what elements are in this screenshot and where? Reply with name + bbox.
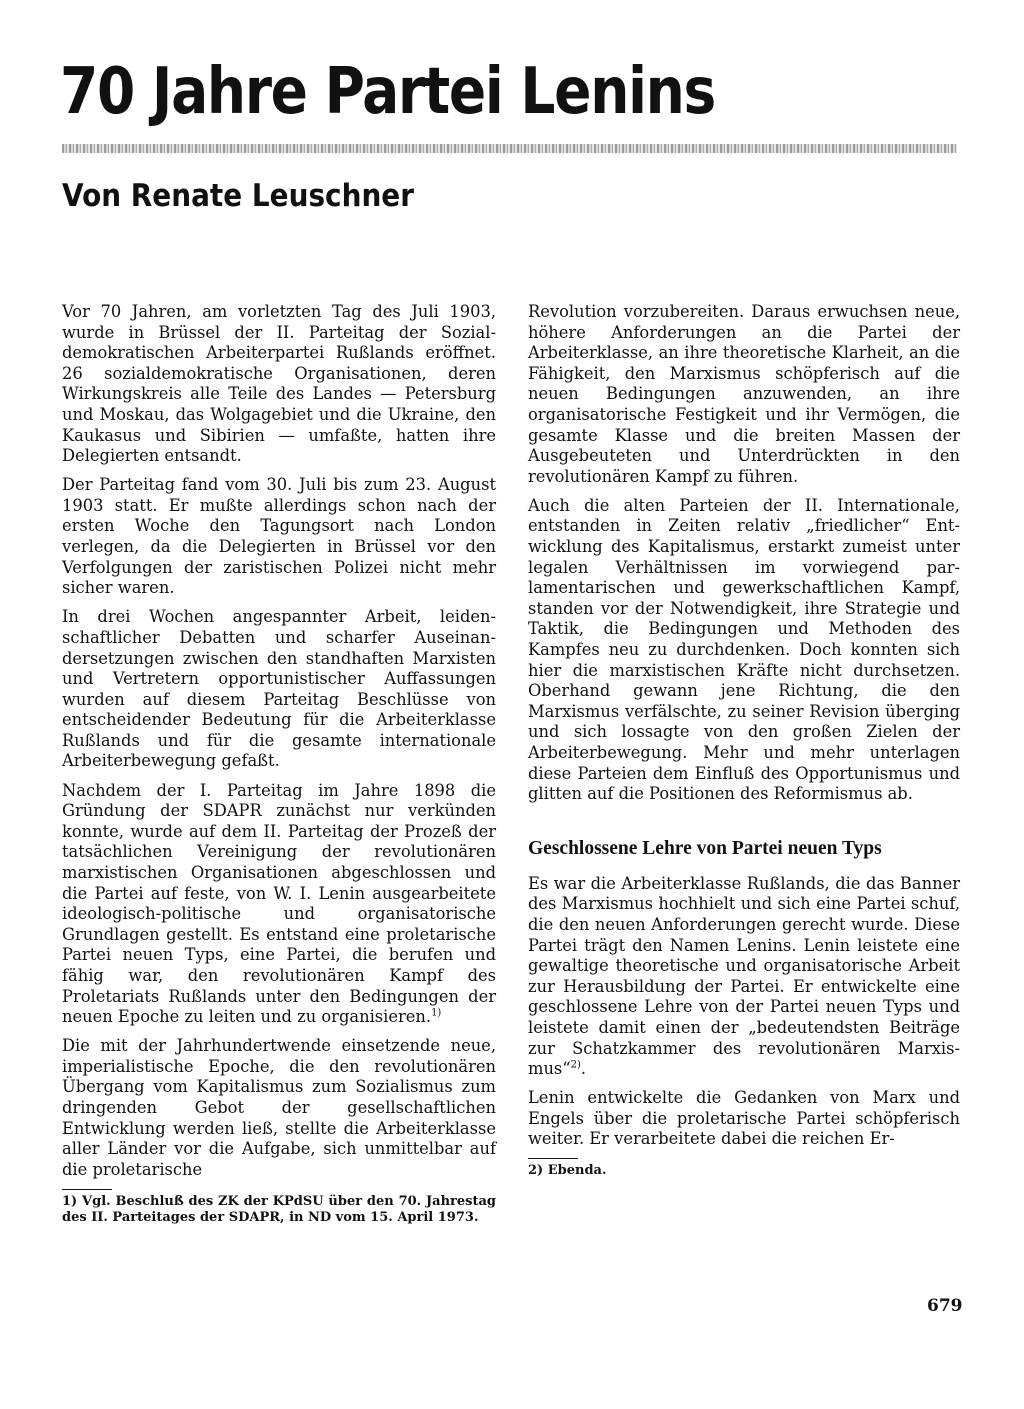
footnote: 1) Vgl. Beschluß des ZK der KPdSU über den 70. Jahrestag des II. Parteitages der SDAPR, in ND vom 15. April 1973. xyxy=(62,1193,496,1225)
footnote: 2) Ebenda. xyxy=(528,1163,607,1179)
paragraph: Auch die alten Parteien der II. Internationale, entstanden in Zeiten relativ „friedlicher“ Entwicklung des Kapitalismus, erstarkt zumeist unter legalen Verhältnissen im vorwiegend parlamentarischen und gewerkschaftlichen Kampf, standen vor der Notwendigkeit, ihre Strategie und Taktik, die Bedingungen und Methoden des Kampfes neu zu durchdenken. Doch konnten sich hier die marxistischen Kräfte nicht durchsetzen. Oberhand gewann jene Richtung, die den Marxismus verfälschte, zu seiner Revision überging und sich lossagte von den großen Zielen der Arbeiterbewegung. Mehr und mehr unterlagen diese Parteien dem Einfluß des Opportunismus und glitten auf die Positionen des Reformismus ab. xyxy=(528,495,960,804)
right-column xyxy=(528,302,960,1188)
paragraph: In drei Wochen angespannter Arbeit, leidenschaftlicher Debatten und scharfer Auseinandersetzungen zwischen den standhaften Marxisten und Vertretern opportunistischer Auffassungen wurden auf diesem Parteitag Beschlüsse von entscheidender Bedeutung für die Arbeiterklasse Rußlands und für die gesamte internationale Arbeiterbewegung gefaßt. xyxy=(62,607,496,771)
footnote-reference: 2) xyxy=(570,1059,581,1071)
footnote-divider xyxy=(528,1158,578,1159)
paragraph-text: Es war die Arbeiterklasse Rußlands, die das Banner des Marxismus hochhielt und sich eine Partei schuf, die den neuen Anforderungen gerecht wurde. Diese Partei trägt den Namen Lenins. Lenin leistete eine gewaltige theoretische und organisatorische Arbeit zur Herausbildung der Partei. Er entwickelte eine geschlossene Lehre von der Partei neuen Typs und leistete damit einen der „bedeutendsten Beiträge zur Schatzkammer des revolutionären Marxismus“ xyxy=(528,873,960,1079)
paragraph xyxy=(62,781,496,1028)
footnote-divider xyxy=(62,1189,112,1190)
footnote-reference: 1) xyxy=(431,1007,442,1019)
article-title: 70 Jahre Partei Lenins xyxy=(60,55,716,129)
paragraph: Vor 70 Jahren, am vorletzten Tag des Juli 1903, wurde in Brüssel der II. Parteitag der Sozialdemokratischen Arbeiterpartei Rußlands eröffnet. 26 sozialdemokratische Organisationen, deren Wirkungskreis alle Teile des Landes — Petersburg und Moskau, das Wolgagebiet und die Ukraine, den Kaukasus und Sibirien — umfaßte, hatten ihre Delegierten entsandt. xyxy=(62,302,496,466)
paragraph xyxy=(528,874,960,1080)
page-number: 679 xyxy=(927,1296,963,1316)
paragraph-end: . xyxy=(580,1059,587,1079)
paragraph: Die mit der Jahrhundertwende einsetzende neue, imperialistische Epoche, die den revolutionären Übergang vom Kapitalismus zum Sozialismus zum dringenden Gebot der gesellschaftlichen Entwicklung werden ließ, stellte die Arbeiterklasse aller Länder vor die Aufgabe, sich unmittelbar auf die proletarische xyxy=(62,1036,496,1179)
title-underline-rule xyxy=(62,144,957,153)
paragraph: Lenin entwickelte die Gedanken von Marx und Engels über die proletarische Partei schöpferisch weiter. Er verarbeitete dabei die reichen Er- xyxy=(528,1088,960,1149)
paragraph: Der Parteitag fand vom 30. Juli bis zum 23. August 1903 statt. Er mußte allerdings schon nach der ersten Woche den Tagungsort nach London verlegen, da die Delegierten in Brüssel vor den Verfolgungen der zaristischen Polizei nicht mehr sicher waren. xyxy=(62,475,496,598)
author-byline: Von Renate Leuschner xyxy=(62,178,414,214)
paragraph: Revolution vorzubereiten. Daraus erwuchsen neue, höhere Anforderungen an die Partei der Arbeiterklasse, an ihre theoretische Klarheit, an die Fähigkeit, den Marxismus schöpferisch auf die neuen Bedingungen anzuwenden, an ihre organisatorische Festigkeit und ihr Vermögen, die gesamte Klasse und die breiten Massen der Ausgebeuteten und Unterdrückten in den revolutionären Kampf zu führen. xyxy=(528,302,960,486)
paragraph-text: Nachdem der I. Parteitag im Jahre 1898 die Gründung der SDAPR zunächst nur verkünden konnte, wurde auf dem II. Parteitag der Prozeß der tatsächlichen Vereinigung der revolutionären marxistischen Organisationen abgeschlossen und die Partei auf feste, von W. I. Lenin ausgearbeitete ideologisch-politische und organisatorische Grundlagen gestellt. Es entstand eine proletarische Partei neuen Typs, eine Partei, die berufen und fähig war, den revolutionären Kampf des Proletariats Rußlands unter den Bedingungen der neuen Epoche zu leiten und zu organisieren. xyxy=(62,780,496,1027)
left-column xyxy=(62,302,496,1234)
section-subheading: Geschlossene Lehre von Partei neuen Typs xyxy=(528,837,882,859)
